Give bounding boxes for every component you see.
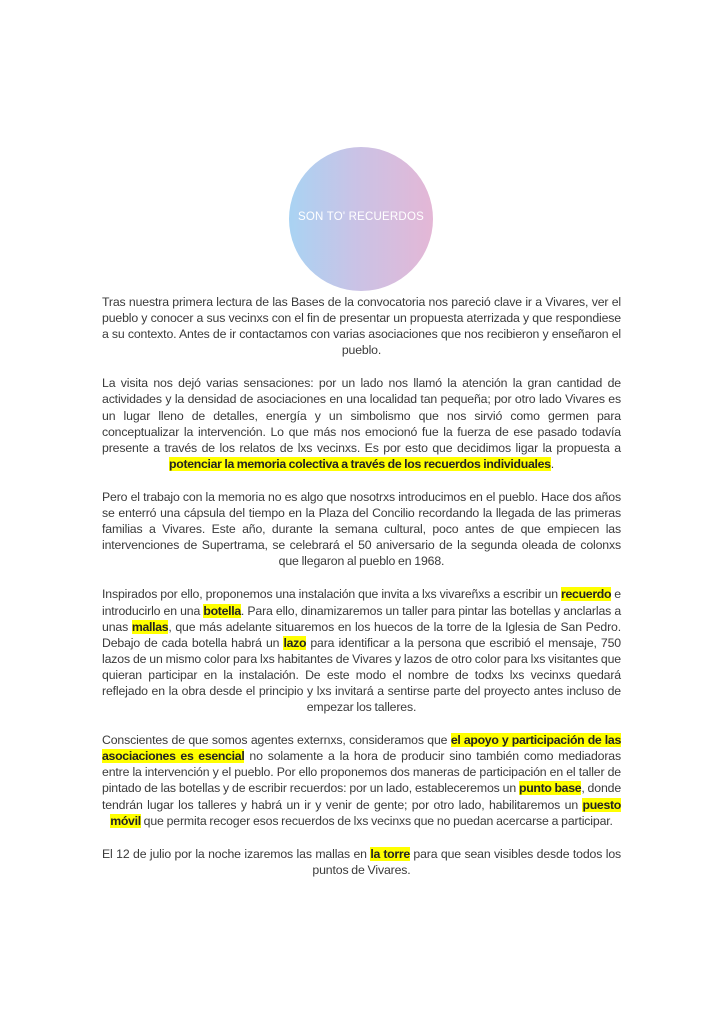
highlight-collective-memory: potenciar la memoria colectiva a través de los recuerdos individuales [169, 456, 551, 471]
paragraph-text: Tras nuestra primera lectura de las Bases de la convocatoria nos pareció clave ir a Vivares, ver el pueblo y conocer a sus vecinxs con el fin de presentar un propuesta aterrizada y que respondiese a su contexto. Antes de ir contactamos con varias asociaciones que nos recibieron y enseñaron el pueblo. [102, 295, 621, 358]
highlight-punto-base: punto base [519, 781, 582, 796]
highlight-associations: el apoyo y participación de las asociaciones es esencial [102, 733, 621, 764]
highlight-puesto-movil: puesto móvil [110, 797, 621, 828]
paragraph-text: , donde tendrán lugar los talleres y habrá un ir y venir de gente; por otro lado, habilitaremos un [102, 781, 622, 812]
highlight-la-torre: la torre [370, 846, 410, 861]
paragraph-visit-impressions [102, 375, 621, 472]
paragraph-text: , que más adelante situaremos en los huecos de la torre de la Iglesia de San Pedro. Debajo de cada botella habrá un [102, 619, 621, 650]
highlight-lazo: lazo [283, 635, 307, 650]
paragraph-memory-history [102, 489, 621, 569]
paragraph-visit-intro [102, 294, 621, 358]
paragraph-text: . Para ello, dinamizaremos un taller para pintar las botellas y anclarlas a unas [102, 603, 622, 634]
logo-circle [289, 147, 433, 291]
paragraph-text: Conscientes de que somos agentes externxs, consideramos que [102, 733, 451, 748]
paragraph-text: El 12 de julio por la noche izaremos las mallas en [102, 846, 371, 861]
paragraph-text: para identificar a la persona que escribió el mensaje, 750 lazos de un mismo color para lxs habitantes de Vivares y lazos de otro color para lxs visitantes que quieran participar en la instalación. De este modo el nombre de todxs lxs vecinxs quedará reflejado en la obra desde el principio y lxs invitará a sentirse parte del proyecto antes incluso de empezar los talleres. [102, 635, 621, 715]
paragraph-text: Pero el trabajo con la memoria no es algo que nosotrxs introducimos en el pueblo. Hace dos años se enterró una cápsula del tiempo en la Plaza del Concilio recordando la llegada de las primeras familias a Vivares. Este año, durante la semana cultural, poco antes de que empiecen las intervenciones de Supertrama, se celebrará el 50 aniversario de la segunda oleada de colonxs que llegaron al pueblo en 1968. [102, 489, 621, 569]
paragraph-text: . [550, 456, 554, 471]
highlight-mallas: mallas [131, 619, 169, 634]
paragraph-text: para que sean visibles desde todos los puntos de Vivares. [312, 846, 622, 877]
paragraph-text: La visita nos dejó varias sensaciones: por un lado nos llamó la atención la gran cantidad de actividades y la densidad de asociaciones en una localidad tan pequeña; por otro lado Vivares es un lugar lleno de detalles, energía y un simbolismo que nos sirvió como germen para conceptualizar la intervención. Lo que más nos emocionó fue la fuerza de ese pasado todavía presente a través de los relatos de lxs vecinxs. Es por esto que decidimos ligar la propuesta a [102, 376, 621, 455]
document-body [102, 294, 621, 895]
paragraph-text: no solamente a la hora de producir sino también como mediadoras entre la intervención y el pueblo. Por ello proponemos dos maneras de participación en el taller de pintado de las botellas y de escribir recuerdos: por un lado, estableceremos un [102, 749, 621, 796]
paragraph-text: e introducirlo en una [102, 587, 621, 618]
paragraph-participation [102, 732, 621, 829]
logo-title: SON TO' RECUERDOS [298, 211, 424, 223]
highlight-botella: botella [203, 603, 241, 618]
paragraph-text: que permita recoger esos recuerdos de lxs vecinxs que no puedan acercarse a participar. [140, 813, 613, 828]
paragraph-closing [102, 846, 621, 878]
paragraph-text: Inspirados por ello, proponemos una instalación que invita a lxs vivareñxs a escribir un [102, 587, 561, 602]
highlight-recuerdo: recuerdo [561, 587, 612, 602]
paragraph-installation [102, 586, 621, 715]
